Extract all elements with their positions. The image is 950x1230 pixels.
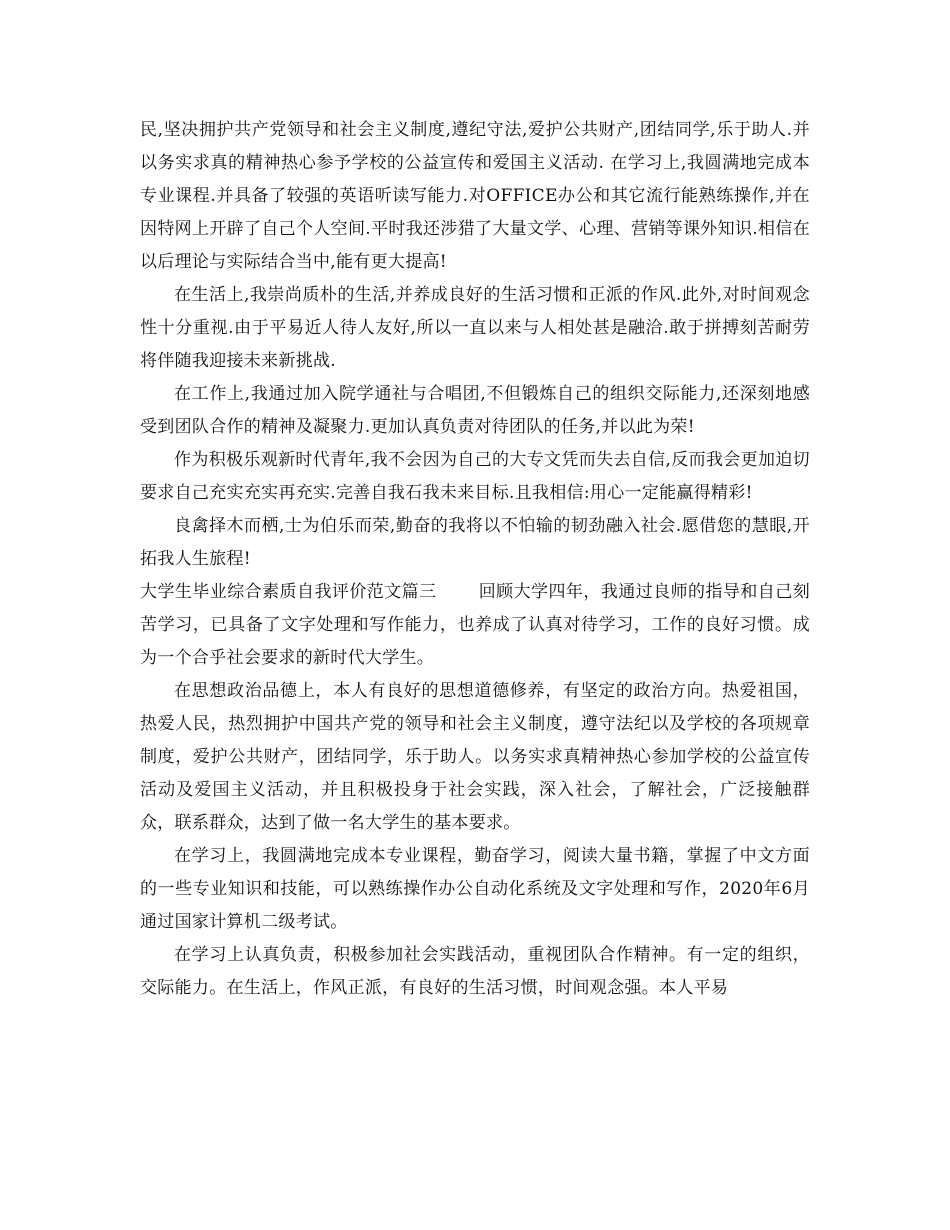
paragraph-study: 在学习上，我圆满地完成本专业课程，勤奋学习，阅读大量书籍，掌握了中文方面的一些专业知识和技能，可以熟练操作办公自动化系统及文字处理和写作，2020年6月通过国家计算机二级考试。 xyxy=(140,846,810,932)
paragraph-youth: 作为积极乐观新时代青年,我不会因为自己的大专文凭而失去自信,反而我会更加迫切要求自己充实充实再充实.完善自我石我未来目标.且我相信:用心一定能赢得精彩! xyxy=(140,450,810,503)
section-heading-paragraph xyxy=(140,576,810,675)
paragraph-work: 在工作上,我通过加入院学通社与合唱团,不但锻炼自己的组织交际能力,还深刻地感受到团队合作的精神及凝聚力.更加认真负责对待团队的任务,并以此为荣! xyxy=(140,384,810,437)
paragraph-responsibility: 在学习上认真负责，积极参加社会实践活动，重视团队合作精神。有一定的组织，交际能力。在生活上，作风正派，有良好的生活习惯，时间观念强。本人平易 xyxy=(140,945,810,998)
paragraph-political-study: 民,坚决拥护共产党领导和社会主义制度,遵纪守法,爱护公共财产,团结同学,乐于助人.并以务实求真的精神热心参予学校的公益宣传和爱国主义活动. 在学习上,我圆满地完成本专业课程.并具备了较强的英语听读写能力.对OFFICE办公和其它流行能熟练操作,并在因特网上开辟了自己个人空间.平时我还涉猎了大量文学、心理、营销等课外知识.相信在以后理论与实际结合当中,能有更大提高! xyxy=(140,120,810,272)
document-body xyxy=(140,114,810,1005)
paragraph-life: 在生活上,我崇尚质朴的生活,并养成良好的生活习惯和正派的作风.此外,对时间观念性十分重视.由于平易近人待人友好,所以一直以来与人相处甚是融洽.敢于拼搏刻苦耐劳将伴随我迎接未来新挑战. xyxy=(140,285,810,371)
paragraph-society: 良禽择木而栖,士为伯乐而荣,勤奋的我将以不怕输的韧劲融入社会.愿借您的慧眼,开拓我人生旅程! xyxy=(140,516,810,569)
paragraph-moral: 在思想政治品德上，本人有良好的思想道德修养，有坚定的政治方向。热爱祖国，热爱人民，热烈拥护中国共产党的领导和社会主义制度，遵守法纪以及学校的各项规章制度，爱护公共财产，团结同学，乐于助人。以务实求真精神热心参加学校的公益宣传活动及爱国主义活动，并且积极投身于社会实践，深入社会，了解社会，广泛接触群众，联系群众，达到了做一名大学生的基本要求。 xyxy=(140,681,810,833)
section-intro: 回顾大学四年，我通过良师的指导和自己刻苦学习，已具备了文字处理和写作能力，也养成了认真对待学习，工作的良好习惯。成为一个合乎社会要求的新时代大学生。 xyxy=(140,582,810,668)
section-heading: 大学生毕业综合素质自我评价范文篇三 xyxy=(140,582,437,602)
